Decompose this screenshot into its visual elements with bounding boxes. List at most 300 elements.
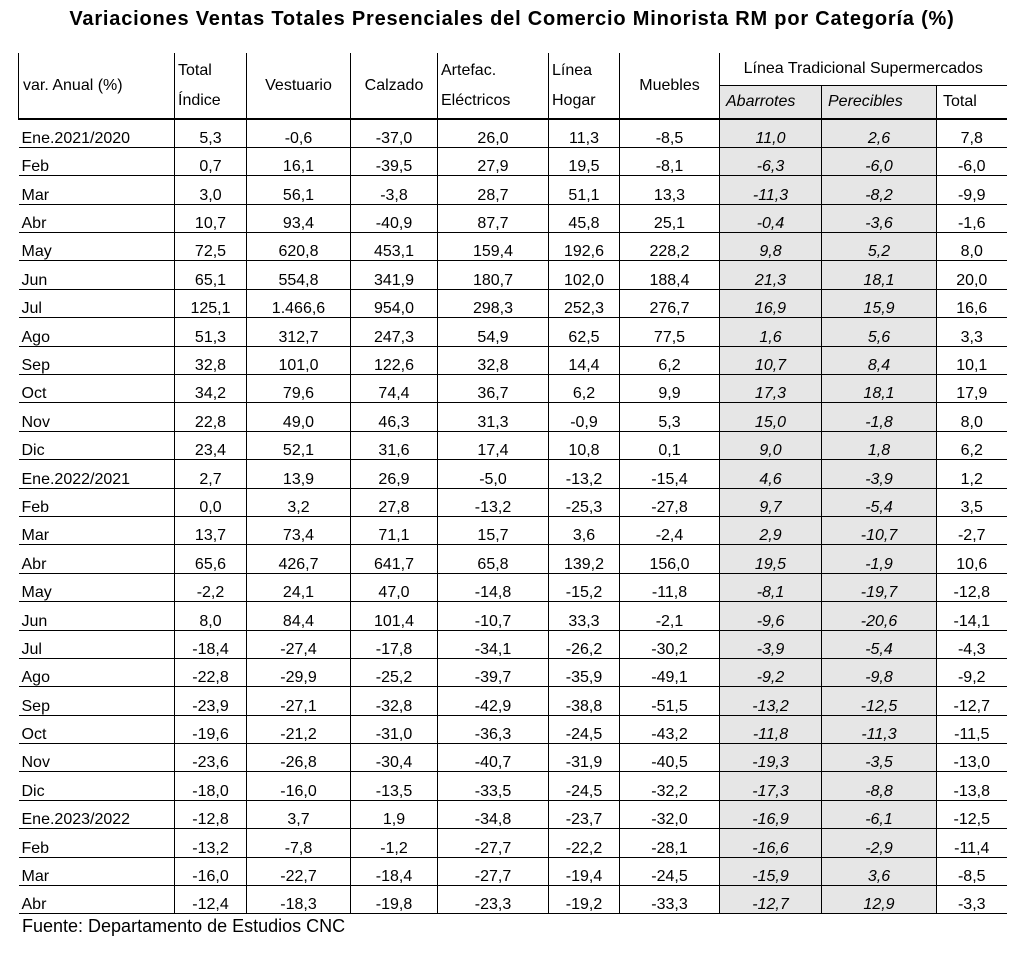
cell-artefac: -42,9 (438, 687, 549, 715)
cell-total: 1,2 (937, 460, 1007, 488)
cell-total-indice: -13,2 (175, 829, 247, 857)
cell-vestuario: 73,4 (247, 516, 351, 544)
table-row (19, 857, 1007, 885)
row-label: Abr (19, 545, 175, 573)
cell-total-indice: 5,3 (175, 119, 247, 147)
cell-calzado: 31,6 (351, 431, 438, 459)
row-label: Mar (19, 857, 175, 885)
cell-total: 3,5 (937, 488, 1007, 516)
row-label: Abr (19, 204, 175, 232)
cell-vestuario: 13,9 (247, 460, 351, 488)
cell-vestuario: 49,0 (247, 403, 351, 431)
cell-muebles: 9,9 (620, 375, 720, 403)
cell-total-indice: -12,8 (175, 800, 247, 828)
cell-calzado: -1,2 (351, 829, 438, 857)
cell-abarrotes: 10,7 (720, 346, 822, 374)
cell-vestuario: 1.466,6 (247, 289, 351, 317)
cell-linea-hogar: -24,5 (549, 715, 620, 743)
table-row (19, 488, 1007, 516)
row-label: Nov (19, 403, 175, 431)
cell-vestuario: -27,4 (247, 630, 351, 658)
cell-abarrotes: -8,1 (720, 573, 822, 601)
cell-total-indice: 72,5 (175, 233, 247, 261)
cell-artefac: 27,9 (438, 147, 549, 175)
cell-linea-hogar: 139,2 (549, 545, 620, 573)
header-artefac-line1: Artefac. (441, 61, 497, 79)
cell-total: -11,5 (937, 715, 1007, 743)
cell-perecibles: 2,6 (822, 119, 937, 147)
table-row (19, 886, 1007, 914)
cell-perecibles: 12,9 (822, 886, 937, 914)
cell-abarrotes: 15,0 (720, 403, 822, 431)
cell-calzado: 26,9 (351, 460, 438, 488)
cell-total: -12,7 (937, 687, 1007, 715)
cell-calzado: 122,6 (351, 346, 438, 374)
cell-artefac: 17,4 (438, 431, 549, 459)
row-label: May (19, 573, 175, 601)
table-row (19, 403, 1007, 431)
cell-calzado: -30,4 (351, 744, 438, 772)
table-row (19, 800, 1007, 828)
cell-calzado: 1,9 (351, 800, 438, 828)
header-vestuario: Vestuario (247, 53, 351, 119)
cell-calzado: -13,5 (351, 772, 438, 800)
cell-total: 16,6 (937, 289, 1007, 317)
cell-calzado: 27,8 (351, 488, 438, 516)
cell-artefac: -39,7 (438, 658, 549, 686)
cell-abarrotes: 9,7 (720, 488, 822, 516)
cell-abarrotes: -9,2 (720, 658, 822, 686)
cell-perecibles: -9,8 (822, 658, 937, 686)
cell-perecibles: 5,2 (822, 233, 937, 261)
cell-abarrotes: -12,7 (720, 886, 822, 914)
cell-muebles: -2,4 (620, 516, 720, 544)
cell-calzado: -32,8 (351, 687, 438, 715)
cell-muebles: 228,2 (620, 233, 720, 261)
cell-artefac: -33,5 (438, 772, 549, 800)
cell-abarrotes: -0,4 (720, 204, 822, 232)
table-row (19, 772, 1007, 800)
cell-muebles: -8,1 (620, 147, 720, 175)
table-row (19, 545, 1007, 573)
cell-linea-hogar: -25,3 (549, 488, 620, 516)
cell-vestuario: 56,1 (247, 176, 351, 204)
cell-artefac: 180,7 (438, 261, 549, 289)
cell-calzado: 101,4 (351, 602, 438, 630)
cell-total: 10,6 (937, 545, 1007, 573)
table-row (19, 318, 1007, 346)
cell-muebles: -2,1 (620, 602, 720, 630)
cell-total-indice: 65,6 (175, 545, 247, 573)
header-calzado: Calzado (351, 53, 438, 119)
cell-vestuario: -22,7 (247, 857, 351, 885)
cell-abarrotes: -11,3 (720, 176, 822, 204)
cell-total-indice: 51,3 (175, 318, 247, 346)
cell-perecibles: -19,7 (822, 573, 937, 601)
header-group-supermercados: Línea Tradicional Supermercados (720, 53, 1007, 86)
table-row (19, 658, 1007, 686)
cell-vestuario: 312,7 (247, 318, 351, 346)
cell-abarrotes: 9,0 (720, 431, 822, 459)
header-linea-hogar (549, 53, 620, 119)
cell-total: 17,9 (937, 375, 1007, 403)
cell-abarrotes: -6,3 (720, 147, 822, 175)
row-label: Oct (19, 375, 175, 403)
cell-linea-hogar: 19,5 (549, 147, 620, 175)
cell-perecibles: -11,3 (822, 715, 937, 743)
cell-artefac: 54,9 (438, 318, 549, 346)
cell-perecibles: 5,6 (822, 318, 937, 346)
header-total-indice-line1: Total (178, 61, 212, 79)
cell-linea-hogar: -0,9 (549, 403, 620, 431)
cell-muebles: -27,8 (620, 488, 720, 516)
header-row-label: var. Anual (%) (19, 53, 175, 119)
cell-abarrotes: 9,8 (720, 233, 822, 261)
table-row (19, 687, 1007, 715)
cell-total: -11,4 (937, 829, 1007, 857)
cell-total-indice: 8,0 (175, 602, 247, 630)
cell-perecibles: 18,1 (822, 261, 937, 289)
cell-calzado: 954,0 (351, 289, 438, 317)
cell-calzado: -18,4 (351, 857, 438, 885)
table-row (19, 744, 1007, 772)
row-label: Jul (19, 630, 175, 658)
row-label: Ene.2022/2021 (19, 460, 175, 488)
cell-artefac: 26,0 (438, 119, 549, 147)
cell-vestuario: 101,0 (247, 346, 351, 374)
table-row (19, 147, 1007, 175)
cell-perecibles: -3,5 (822, 744, 937, 772)
cell-artefac: 36,7 (438, 375, 549, 403)
cell-linea-hogar: -38,8 (549, 687, 620, 715)
cell-total: -14,1 (937, 602, 1007, 630)
source-note: Fuente: Departamento de Estudios CNC (22, 916, 346, 936)
cell-calzado: -31,0 (351, 715, 438, 743)
cell-calzado: -19,8 (351, 886, 438, 914)
cell-linea-hogar: 62,5 (549, 318, 620, 346)
cell-artefac: 87,7 (438, 204, 549, 232)
cell-perecibles: -1,8 (822, 403, 937, 431)
cell-muebles: -15,4 (620, 460, 720, 488)
cell-vestuario: -29,9 (247, 658, 351, 686)
cell-perecibles: -10,7 (822, 516, 937, 544)
header-abarrotes: Abarrotes (720, 86, 822, 120)
cell-linea-hogar: -23,7 (549, 800, 620, 828)
cell-vestuario: 93,4 (247, 204, 351, 232)
cell-total-indice: -18,4 (175, 630, 247, 658)
cell-abarrotes: 1,6 (720, 318, 822, 346)
cell-abarrotes: -3,9 (720, 630, 822, 658)
cell-vestuario: 3,7 (247, 800, 351, 828)
cell-perecibles: 15,9 (822, 289, 937, 317)
cell-artefac: -34,1 (438, 630, 549, 658)
cell-calzado: 71,1 (351, 516, 438, 544)
cell-linea-hogar: 10,8 (549, 431, 620, 459)
cell-artefac: 31,3 (438, 403, 549, 431)
cell-muebles: -11,8 (620, 573, 720, 601)
cell-calzado: -37,0 (351, 119, 438, 147)
cell-total: -13,0 (937, 744, 1007, 772)
cell-muebles: -30,2 (620, 630, 720, 658)
header-artefac (438, 53, 549, 119)
header-artefac-line2: Eléctricos (441, 91, 511, 109)
table-row (19, 204, 1007, 232)
cell-linea-hogar: -22,2 (549, 829, 620, 857)
cell-linea-hogar: -19,4 (549, 857, 620, 885)
cell-total-indice: 0,7 (175, 147, 247, 175)
cell-calzado: 641,7 (351, 545, 438, 573)
cell-total: 7,8 (937, 119, 1007, 147)
cell-total: -3,3 (937, 886, 1007, 914)
cell-perecibles: -5,4 (822, 630, 937, 658)
cell-linea-hogar: -35,9 (549, 658, 620, 686)
cell-total-indice: 13,7 (175, 516, 247, 544)
cell-abarrotes: -16,9 (720, 800, 822, 828)
cell-abarrotes: 19,5 (720, 545, 822, 573)
cell-muebles: -32,2 (620, 772, 720, 800)
cell-total-indice: -23,9 (175, 687, 247, 715)
cell-total: 8,0 (937, 233, 1007, 261)
cell-total: -9,2 (937, 658, 1007, 686)
cell-total: -2,7 (937, 516, 1007, 544)
cell-abarrotes: 2,9 (720, 516, 822, 544)
cell-artefac: 65,8 (438, 545, 549, 573)
cell-perecibles: -1,9 (822, 545, 937, 573)
cell-artefac: -5,0 (438, 460, 549, 488)
cell-linea-hogar: 102,0 (549, 261, 620, 289)
cell-linea-hogar: 51,1 (549, 176, 620, 204)
cell-perecibles: -20,6 (822, 602, 937, 630)
cell-muebles: 276,7 (620, 289, 720, 317)
row-label: Jul (19, 289, 175, 317)
cell-total: -8,5 (937, 857, 1007, 885)
cell-vestuario: 52,1 (247, 431, 351, 459)
row-label: Sep (19, 346, 175, 374)
table-row (19, 602, 1007, 630)
cell-linea-hogar: 11,3 (549, 119, 620, 147)
row-label: Abr (19, 886, 175, 914)
cell-abarrotes: 4,6 (720, 460, 822, 488)
table-row (19, 829, 1007, 857)
cell-perecibles: -3,6 (822, 204, 937, 232)
cell-vestuario: -21,2 (247, 715, 351, 743)
cell-abarrotes: -11,8 (720, 715, 822, 743)
cell-total: 8,0 (937, 403, 1007, 431)
cell-muebles: -8,5 (620, 119, 720, 147)
cell-abarrotes: -13,2 (720, 687, 822, 715)
row-label: Feb (19, 488, 175, 516)
cell-linea-hogar: -26,2 (549, 630, 620, 658)
cell-artefac: -27,7 (438, 829, 549, 857)
cell-muebles: 0,1 (620, 431, 720, 459)
cell-perecibles: -12,5 (822, 687, 937, 715)
cell-calzado: -40,9 (351, 204, 438, 232)
cell-vestuario: -16,0 (247, 772, 351, 800)
cell-vestuario: 84,4 (247, 602, 351, 630)
cell-muebles: 156,0 (620, 545, 720, 573)
sales-variation-table (18, 53, 1007, 914)
header-total-indice (175, 53, 247, 119)
cell-muebles: 13,3 (620, 176, 720, 204)
cell-perecibles: -8,2 (822, 176, 937, 204)
row-label: Ago (19, 658, 175, 686)
cell-artefac: -13,2 (438, 488, 549, 516)
cell-vestuario: -7,8 (247, 829, 351, 857)
row-label: Oct (19, 715, 175, 743)
cell-total-indice: 65,1 (175, 261, 247, 289)
cell-total: -12,5 (937, 800, 1007, 828)
cell-total: 6,2 (937, 431, 1007, 459)
cell-abarrotes: -19,3 (720, 744, 822, 772)
row-label: Dic (19, 431, 175, 459)
table-row (19, 233, 1007, 261)
row-label: Mar (19, 176, 175, 204)
cell-perecibles: -6,1 (822, 800, 937, 828)
cell-total-indice: 10,7 (175, 204, 247, 232)
cell-linea-hogar: 14,4 (549, 346, 620, 374)
cell-artefac: -14,8 (438, 573, 549, 601)
header-total: Total (937, 86, 1007, 120)
row-label: Feb (19, 147, 175, 175)
cell-vestuario: 16,1 (247, 147, 351, 175)
table-title: Variaciones Ventas Totales Presenciales del Comercio Minorista RM por Categoría (%) (69, 8, 955, 30)
table-row (19, 176, 1007, 204)
cell-perecibles: 1,8 (822, 431, 937, 459)
cell-linea-hogar: 6,2 (549, 375, 620, 403)
cell-artefac: 298,3 (438, 289, 549, 317)
cell-total-indice: 3,0 (175, 176, 247, 204)
cell-linea-hogar: 252,3 (549, 289, 620, 317)
cell-total-indice: -22,8 (175, 658, 247, 686)
cell-total: 20,0 (937, 261, 1007, 289)
table-row (19, 516, 1007, 544)
cell-total: 3,3 (937, 318, 1007, 346)
cell-calzado: 47,0 (351, 573, 438, 601)
table-row (19, 375, 1007, 403)
cell-total-indice: 22,8 (175, 403, 247, 431)
table-body (19, 119, 1007, 914)
cell-total-indice: -18,0 (175, 772, 247, 800)
cell-muebles: 25,1 (620, 204, 720, 232)
cell-abarrotes: 17,3 (720, 375, 822, 403)
cell-vestuario: -26,8 (247, 744, 351, 772)
cell-artefac: 28,7 (438, 176, 549, 204)
cell-muebles: -24,5 (620, 857, 720, 885)
row-label: Sep (19, 687, 175, 715)
cell-artefac: -10,7 (438, 602, 549, 630)
header-perecibles: Perecibles (822, 86, 937, 120)
cell-total: -12,8 (937, 573, 1007, 601)
header-total-indice-line2: Índice (178, 91, 221, 109)
cell-muebles: -51,5 (620, 687, 720, 715)
cell-vestuario: 620,8 (247, 233, 351, 261)
header-linea-hogar-line2: Hogar (552, 91, 596, 109)
table-row (19, 460, 1007, 488)
cell-muebles: -28,1 (620, 829, 720, 857)
row-label: Ene.2021/2020 (19, 119, 175, 147)
row-label: Dic (19, 772, 175, 800)
cell-perecibles: -2,9 (822, 829, 937, 857)
cell-vestuario: 3,2 (247, 488, 351, 516)
cell-muebles: -33,3 (620, 886, 720, 914)
cell-vestuario: -27,1 (247, 687, 351, 715)
cell-perecibles: 8,4 (822, 346, 937, 374)
cell-abarrotes: 11,0 (720, 119, 822, 147)
cell-linea-hogar: 3,6 (549, 516, 620, 544)
cell-total: -1,6 (937, 204, 1007, 232)
cell-muebles: 188,4 (620, 261, 720, 289)
cell-total-indice: -12,4 (175, 886, 247, 914)
table-row (19, 715, 1007, 743)
cell-perecibles: -3,9 (822, 460, 937, 488)
cell-total-indice: -23,6 (175, 744, 247, 772)
cell-vestuario: 79,6 (247, 375, 351, 403)
cell-total-indice: -19,6 (175, 715, 247, 743)
table-row (19, 261, 1007, 289)
cell-abarrotes: -16,6 (720, 829, 822, 857)
table-row (19, 431, 1007, 459)
cell-total: -13,8 (937, 772, 1007, 800)
cell-perecibles: -5,4 (822, 488, 937, 516)
cell-linea-hogar: -15,2 (549, 573, 620, 601)
cell-artefac: -27,7 (438, 857, 549, 885)
cell-total: -6,0 (937, 147, 1007, 175)
row-label: Jun (19, 261, 175, 289)
row-label: Nov (19, 744, 175, 772)
cell-perecibles: 18,1 (822, 375, 937, 403)
row-label: Jun (19, 602, 175, 630)
cell-total-indice: -2,2 (175, 573, 247, 601)
cell-calzado: 46,3 (351, 403, 438, 431)
cell-linea-hogar: -19,2 (549, 886, 620, 914)
cell-artefac: -40,7 (438, 744, 549, 772)
table-row (19, 630, 1007, 658)
cell-linea-hogar: 45,8 (549, 204, 620, 232)
cell-total-indice: 2,7 (175, 460, 247, 488)
table-row (19, 346, 1007, 374)
cell-total-indice: 32,8 (175, 346, 247, 374)
row-label: Ago (19, 318, 175, 346)
cell-abarrotes: -9,6 (720, 602, 822, 630)
cell-vestuario: -0,6 (247, 119, 351, 147)
cell-calzado: -39,5 (351, 147, 438, 175)
cell-abarrotes: -15,9 (720, 857, 822, 885)
cell-perecibles: 3,6 (822, 857, 937, 885)
cell-artefac: -23,3 (438, 886, 549, 914)
cell-total: -9,9 (937, 176, 1007, 204)
row-label: May (19, 233, 175, 261)
cell-total-indice: 125,1 (175, 289, 247, 317)
cell-calzado: -17,8 (351, 630, 438, 658)
cell-artefac: 159,4 (438, 233, 549, 261)
row-label: Mar (19, 516, 175, 544)
cell-total: -4,3 (937, 630, 1007, 658)
cell-calzado: 341,9 (351, 261, 438, 289)
cell-abarrotes: -17,3 (720, 772, 822, 800)
cell-total: 10,1 (937, 346, 1007, 374)
cell-calzado: 74,4 (351, 375, 438, 403)
cell-perecibles: -6,0 (822, 147, 937, 175)
cell-vestuario: 426,7 (247, 545, 351, 573)
cell-muebles: -32,0 (620, 800, 720, 828)
cell-total-indice: 34,2 (175, 375, 247, 403)
cell-calzado: -3,8 (351, 176, 438, 204)
cell-artefac: -36,3 (438, 715, 549, 743)
cell-linea-hogar: 192,6 (549, 233, 620, 261)
header-linea-hogar-line1: Línea (552, 61, 593, 79)
cell-linea-hogar: -31,9 (549, 744, 620, 772)
header-muebles: Muebles (620, 53, 720, 119)
